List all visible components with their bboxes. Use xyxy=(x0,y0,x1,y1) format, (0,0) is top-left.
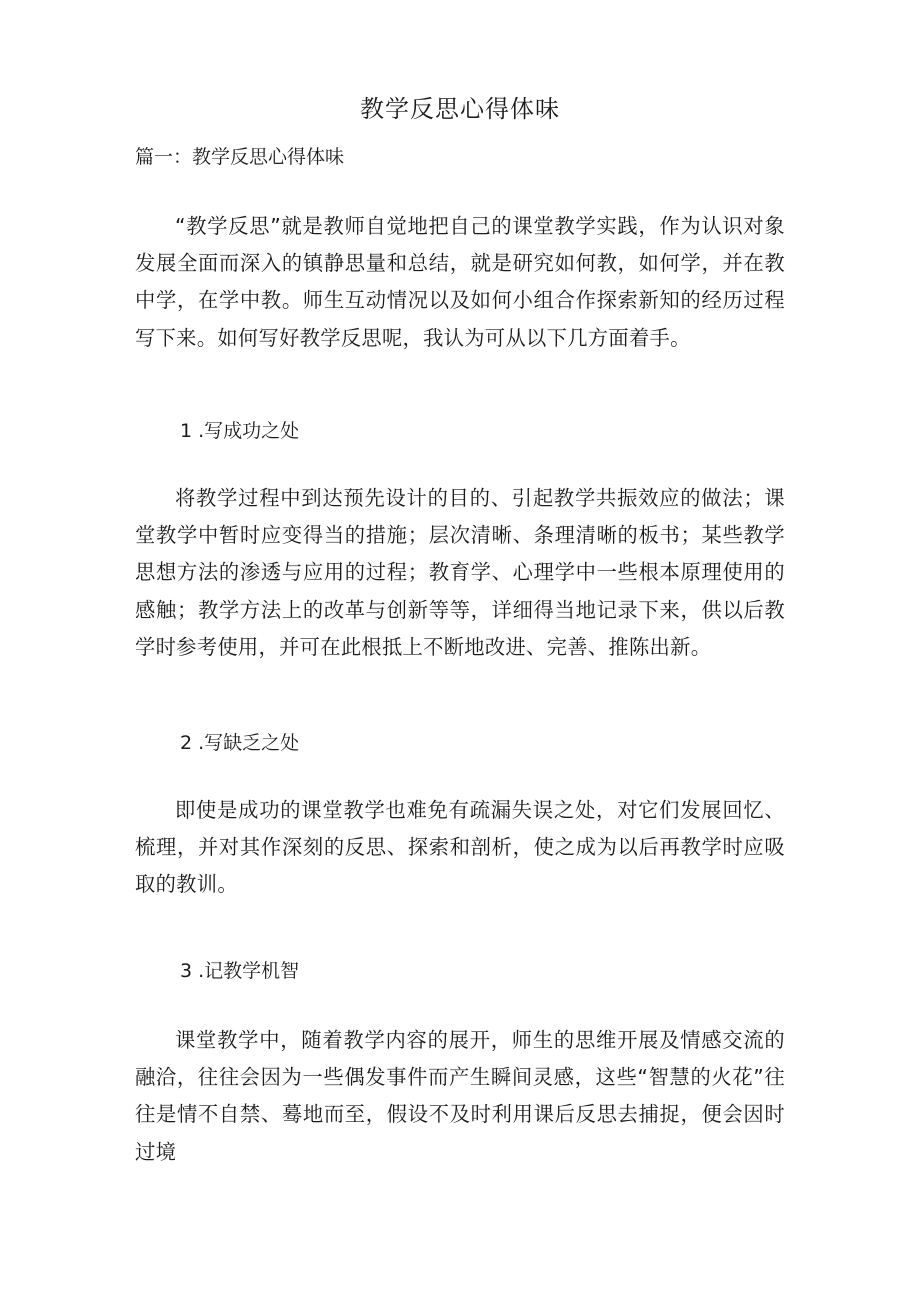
section-heading-2: 2 .写缺乏之处 xyxy=(180,732,300,754)
document-title: 教学反思心得体味 xyxy=(360,95,560,123)
section-body-1: 将教学过程中到达预先设计的目的、引起教学共振效应的做法；课堂教学中暂时应变得当的措施；层次清晰、条理清晰的板书；某些教学思想方法的渗透与应用的过程；教育学、心理学中一些根本原理使用的感触；教学方法上的改革与创新等等，详细得当地记录下来，供以后教学时参考使用，并可在此根抵上不断地改进、完善、推陈出新。 xyxy=(135,486,785,659)
section-body-2: 即使是成功的课堂教学也难免有疏漏失误之处，对它们发展回忆、梳理，并对其作深刻的反思、探索和剖析，使之成为以后再教学时应吸取的教训。 xyxy=(135,798,785,897)
section-label: 篇一：教学反思心得体味 xyxy=(135,146,345,168)
section-heading-1: 1 .写成功之处 xyxy=(180,420,300,442)
section-heading-3: 3 .记教学机智 xyxy=(180,960,300,982)
section-body-3: 课堂教学中，随着教学内容的展开，师生的思维开展及情感交流的融洽，往往会因为一些偶发事件而产生瞬间灵感，这些“智慧的火花”往往是情不自禁、蓦地而至，假设不及时利用课后反思去捕捉，便会因时过境 xyxy=(135,1028,785,1164)
intro-paragraph: “教学反思”就是教师自觉地把自己的课堂教学实践，作为认识对象发展全面而深入的镇静思量和总结，就是研究如何教，如何学，并在教中学，在学中教。师生互动情况以及如何小组合作探索新知的经历过程写下来。如何写好教学反思呢，我认为可从以下几方面着手。 xyxy=(135,214,785,350)
